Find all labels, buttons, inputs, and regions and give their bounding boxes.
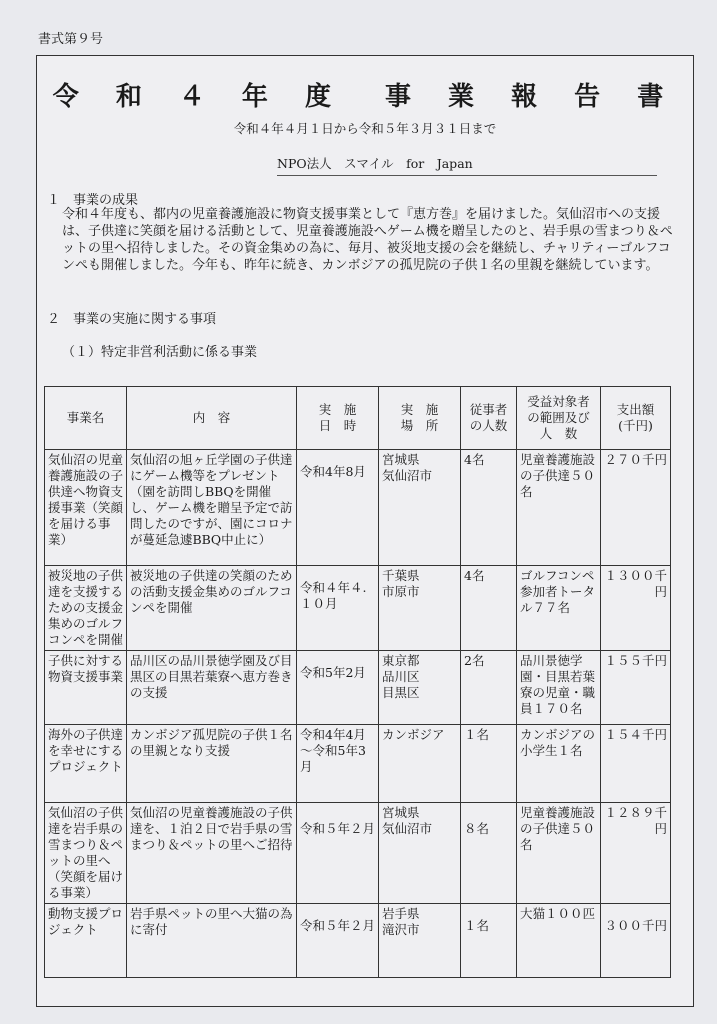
header-place: 実 施 場 所 xyxy=(379,387,461,450)
cell-project: 被災地の子供達を支援するための支援金集めのゴルフコンペを開催 xyxy=(45,566,127,651)
cell-beneficiaries: 児童養護施設の子供達５０名 xyxy=(517,803,601,904)
activities-table xyxy=(44,386,671,978)
cell-staff: ８名 xyxy=(461,803,517,904)
table-row xyxy=(45,904,671,978)
cell-content: カンボジア孤児院の子供１名の里親となり支援 xyxy=(127,725,297,803)
cell-content: 被災地の子供達の笑顔のための活動支援金集めのゴルフコンペを開催 xyxy=(127,566,297,651)
cell-expenditure: １５４千円 xyxy=(601,725,671,803)
cell-place: 宮城県 気仙沼市 xyxy=(379,450,461,566)
cell-expenditure: １５５千円 xyxy=(601,651,671,725)
cell-place: カンボジア xyxy=(379,725,461,803)
cell-staff: １名 xyxy=(461,904,517,978)
table-row xyxy=(45,803,671,904)
cell-date: 令和4年4月 ～令和5年3月 xyxy=(297,725,379,803)
cell-beneficiaries: ゴルフコンペ参加者トータル７７名 xyxy=(517,566,601,651)
table-row xyxy=(45,450,671,566)
cell-beneficiaries: 品川景徳学園・目黒若葉寮の児童・職員１７０名 xyxy=(517,651,601,725)
table-header-row xyxy=(45,387,671,450)
cell-staff: 4名 xyxy=(461,450,517,566)
cell-place: 岩手県 滝沢市 xyxy=(379,904,461,978)
report-frame xyxy=(36,55,694,1007)
cell-place: 宮城県 気仙沼市 xyxy=(379,803,461,904)
cell-date: 令和4年8月 xyxy=(297,450,379,566)
table-row xyxy=(45,566,671,651)
form-number: 書式第９号 xyxy=(38,32,104,47)
cell-date: 令和５年２月 xyxy=(297,904,379,978)
cell-beneficiaries: 児童養護施設の子供達５０名 xyxy=(517,450,601,566)
cell-staff: 4名 xyxy=(461,566,517,651)
header-date: 実 施 日 時 xyxy=(297,387,379,450)
section1-body: 令和４年度も、都内の児童養護施設に物資支援事業として『恵方巻』を届けました。気仙沼市への支援は、子供達に笑顔を届ける活動として、児童養護施設へゲーム機を贈呈したのと、岩手県の雪まつり＆ペットの里へ招待しました。その資金集めの為に、毎月、被災地支援の会を継続し、チャリティーゴルフコンペも開催しました。今年も、昨年に続き、カンボジアの孤児院の子供１名の里親を継続しています。 xyxy=(62,207,673,273)
header-beneficiaries: 受益対象者 の範囲及び 人 数 xyxy=(517,387,601,450)
cell-project: 動物支援プロジェクト xyxy=(45,904,127,978)
cell-date: 令和5年2月 xyxy=(297,651,379,725)
cell-content: 岩手県ペットの里へ大猫の為に寄付 xyxy=(127,904,297,978)
header-staff: 従事者 の人数 xyxy=(461,387,517,450)
cell-content: 品川区の品川景徳学園及び目黒区の目黒若葉寮へ恵方巻きの支援 xyxy=(127,651,297,725)
cell-beneficiaries: 大猫１００匹 xyxy=(517,904,601,978)
cell-project: 子供に対する物資支援事業 xyxy=(45,651,127,725)
header-expenditure: 支出額 (千円) xyxy=(601,387,671,450)
cell-expenditure: １３００千円 xyxy=(601,566,671,651)
cell-expenditure: ２７０千円 xyxy=(601,450,671,566)
header-content: 内 容 xyxy=(127,387,297,450)
cell-date: 令和５年２月 xyxy=(297,803,379,904)
section2-subheading: （１）特定非営利活動に係る事業 xyxy=(62,345,258,360)
cell-content: 気仙沼の旭ヶ丘学園の子供達にゲーム機等をプレゼント（園を訪問しBBQを開催し、ゲーム機を贈呈予定で訪問したのですが、園にコロナが蔓延急遽BBQ中止に） xyxy=(127,450,297,566)
cell-expenditure: ３００千円 xyxy=(601,904,671,978)
header-project-name: 事業名 xyxy=(45,387,127,450)
cell-project: 気仙沼の子供達を岩手県の雪まつり＆ペットの里へ（笑顔を届ける事業） xyxy=(45,803,127,904)
table-row xyxy=(45,725,671,803)
section1-heading: １ 事業の成果 xyxy=(47,193,139,208)
cell-date: 令和４年４.１０月 xyxy=(297,566,379,651)
cell-expenditure: １２８９千円 xyxy=(601,803,671,904)
cell-content: 気仙沼の児童養護施設の子供達を、１泊２日で岩手県の雪まつり＆ペットの里へご招待 xyxy=(127,803,297,904)
cell-beneficiaries: カンボジアの小学生１名 xyxy=(517,725,601,803)
cell-place: 東京都 品川区 目黒区 xyxy=(379,651,461,725)
cell-project: 海外の子供達を幸せにするプロジェクト xyxy=(45,725,127,803)
cell-project: 気仙沼の児童養護施設の子供達へ物資支援事業（笑顔を届ける事業） xyxy=(45,450,127,566)
cell-staff: １名 xyxy=(461,725,517,803)
report-title: 令 和 ４ 年 度 事 業 報 告 書 xyxy=(52,82,678,112)
fiscal-period: 令和４年４月１日から令和５年３月３１日まで xyxy=(233,121,497,136)
cell-staff: 2名 xyxy=(461,651,517,725)
cell-place: 千葉県 市原市 xyxy=(379,566,461,651)
organization-name: NPO法人 スマイル for Japan xyxy=(277,154,657,176)
table-row xyxy=(45,651,671,725)
section2-heading: ２ 事業の実施に関する事項 xyxy=(47,312,217,327)
